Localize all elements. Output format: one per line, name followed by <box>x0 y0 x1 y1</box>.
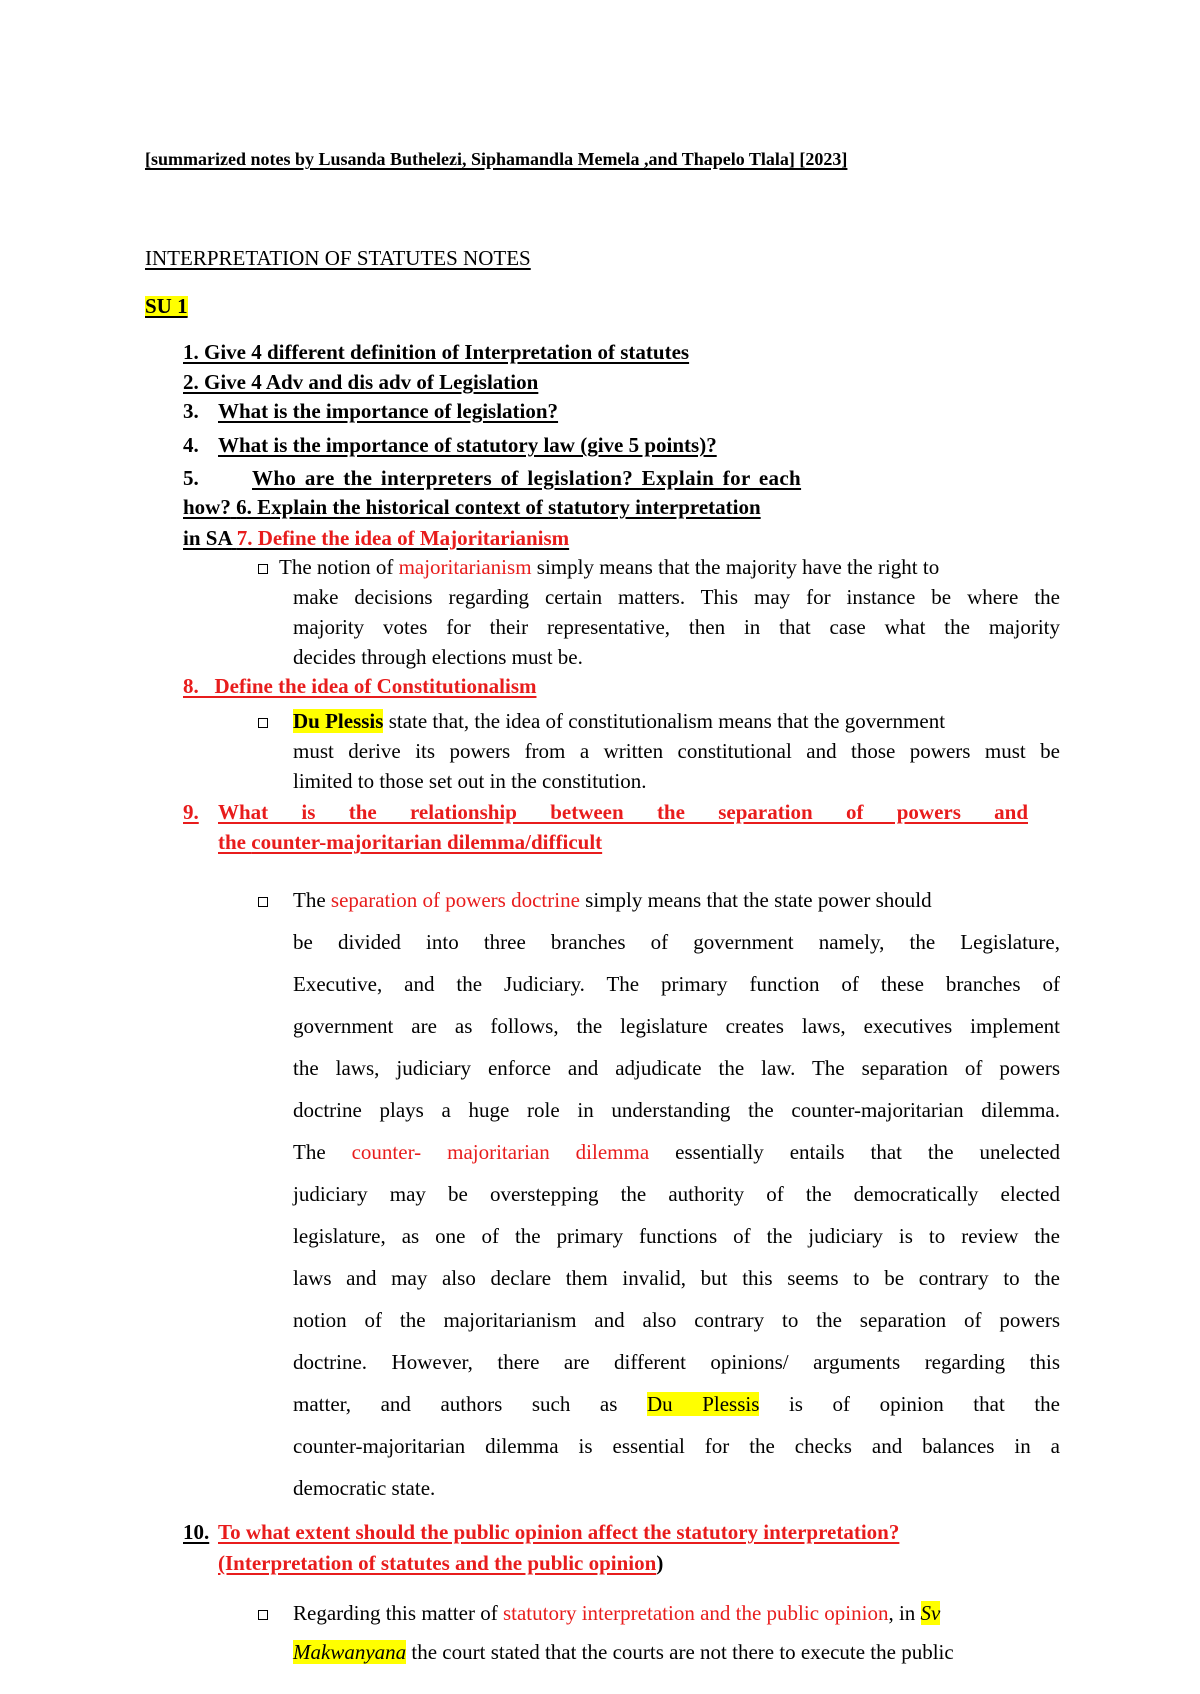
question-3-text: What is the importance of legislation? <box>218 399 559 423</box>
answer-9-text: simply means that the state power should <box>579 888 932 912</box>
answer-9-line-2: be divided into three branches of government namely, the Legislature, <box>293 930 1060 954</box>
question-9-line-1: What is the relationship between the separation of powers and <box>218 800 1028 824</box>
answer-9-line-7 <box>293 1142 1060 1163</box>
answer-8-line-3: limited to those set out in the constitution. <box>293 769 647 793</box>
question-8: 8. Define the idea of Constitutionalism <box>183 674 537 698</box>
answer-7-line-2: make decisions regarding certain matters. This may for instance be where the <box>293 585 1060 609</box>
question-3 <box>183 401 558 422</box>
question-6: 6. Explain the historical context of statutory interpretation <box>236 495 761 519</box>
answer-8-text: state that, the idea of constitutionalism means that the government <box>383 709 946 733</box>
answer-7-line-4: decides through elections must be. <box>293 645 583 669</box>
question-5 <box>183 468 801 489</box>
case-sv-makwanyana: Sv <box>920 1601 941 1625</box>
answer-9-line-1 <box>293 890 932 911</box>
answer-10-text: , in <box>888 1601 921 1625</box>
answer-10-line-2 <box>293 1642 954 1663</box>
answer-9-line-5: the laws, judiciary enforce and adjudicate the law. The separation of powers <box>293 1056 1060 1080</box>
question-9-the: the <box>218 830 246 854</box>
question-5-end: how? <box>183 495 231 519</box>
question-3-number: 3. <box>183 399 199 423</box>
author-du-plessis: Du Plessis <box>293 709 384 733</box>
term-separation-of-powers: separation of powers doctrine <box>330 888 580 912</box>
answer-9-line-15: democratic state. <box>293 1476 436 1500</box>
answer-9-line-11: notion of the majoritarianism and also contrary to the separation of powers <box>293 1308 1060 1332</box>
answer-9-text: The <box>293 888 331 912</box>
answer-9-line-12: doctrine. However, there are different opinions/ arguments regarding this <box>293 1350 1060 1374</box>
term-majoritarianism: majoritarianism <box>398 555 532 579</box>
question-1: 1. Give 4 different definition of Interpretation of statutes <box>183 340 690 364</box>
answer-7-text: simply means that the majority have the right to <box>531 555 940 579</box>
bullet-box-icon <box>258 564 268 574</box>
bullet-box-icon <box>258 897 268 907</box>
answer-9-line-8: judiciary may be overstepping the authority of the democratically elected <box>293 1182 1060 1206</box>
answer-9-line-3: Executive, and the Judiciary. The primary function of these branches of <box>293 972 1060 996</box>
question-5-text: Who are the interpreters of legislation? Explain for each <box>252 466 802 490</box>
header-credits: [summarized notes by Lusanda Buthelezi, Siphamandla Memela ,and Thapelo Tlala] [2023] <box>145 149 848 169</box>
answer-10-text: the court stated that the courts are not there to execute the public <box>406 1640 954 1664</box>
term-counter-majoritarian-dilemma: counter- majoritarian dilemma <box>351 1140 650 1164</box>
answer-7-line-1 <box>279 557 939 578</box>
case-makwanyana: Makwanyana <box>293 1640 407 1664</box>
question-6-continued <box>183 528 569 549</box>
study-unit-label: SU 1 <box>145 294 188 318</box>
answer-9-line-13 <box>293 1394 1060 1415</box>
answer-7-line-3: majority votes for their representative, then in that case what the majority <box>293 615 1060 639</box>
answer-9-line-14: counter-majoritarian dilemma is essential for the checks and balances in a <box>293 1434 1060 1458</box>
question-4 <box>183 435 717 456</box>
page-title: INTERPRETATION OF STATUTES NOTES <box>145 246 531 270</box>
answer-7-text: The notion of <box>279 555 399 579</box>
answer-8-line-2: must derive its powers from a written constitutional and those powers must be <box>293 739 1060 763</box>
question-9-line-2 <box>218 832 602 853</box>
question-9-number: 9. <box>183 800 199 824</box>
question-6-end: in SA <box>183 526 232 550</box>
question-10-subtitle: (Interpretation of statutes and the public opinion <box>218 1551 657 1575</box>
author-du-plessis: Du Plessis <box>646 1392 760 1416</box>
bullet-box-icon <box>258 718 268 728</box>
question-2: 2. Give 4 Adv and dis adv of Legislation <box>183 370 539 394</box>
answer-9-text: matter, and authors such as <box>293 1392 618 1416</box>
question-4-text: What is the importance of statutory law (give 5 points)? <box>218 433 717 457</box>
question-10-number: 10. <box>183 1520 210 1544</box>
question-10-line-1: To what extent should the public opinion affect the statutory interpretation? <box>218 1520 900 1544</box>
question-5-continued <box>183 497 761 518</box>
answer-9-text: is of opinion that the <box>788 1392 1060 1416</box>
term-statutory-interpretation-public-opinion: statutory interpretation and the public opinion <box>502 1601 889 1625</box>
answer-9-line-4: government are as follows, the legislature creates laws, executives implement <box>293 1014 1060 1038</box>
answer-9-line-10: laws and may also declare them invalid, but this seems to be contrary to the <box>293 1266 1060 1290</box>
answer-10-text: Regarding this matter of <box>293 1601 503 1625</box>
answer-9-line-9: legislature, as one of the primary functions of the judiciary is to review the <box>293 1224 1060 1248</box>
question-10-close-paren: ) <box>656 1551 664 1575</box>
answer-9-text: The <box>293 1140 326 1164</box>
answer-9-line-6: doctrine plays a huge role in understanding the counter-majoritarian dilemma. <box>293 1098 1060 1122</box>
answer-10-line-1 <box>293 1603 940 1624</box>
answer-9-text: essentially entails that the unelected <box>675 1140 1060 1164</box>
answer-8-line-1 <box>293 711 945 732</box>
question-4-number: 4. <box>183 433 199 457</box>
question-10-line-2 <box>218 1553 663 1574</box>
bullet-box-icon <box>258 1610 268 1620</box>
question-5-number: 5. <box>183 466 199 490</box>
question-9-dilemma: counter-majoritarian dilemma/difficult <box>251 830 603 854</box>
question-7: 7. Define the idea of Majoritarianism <box>236 526 570 550</box>
